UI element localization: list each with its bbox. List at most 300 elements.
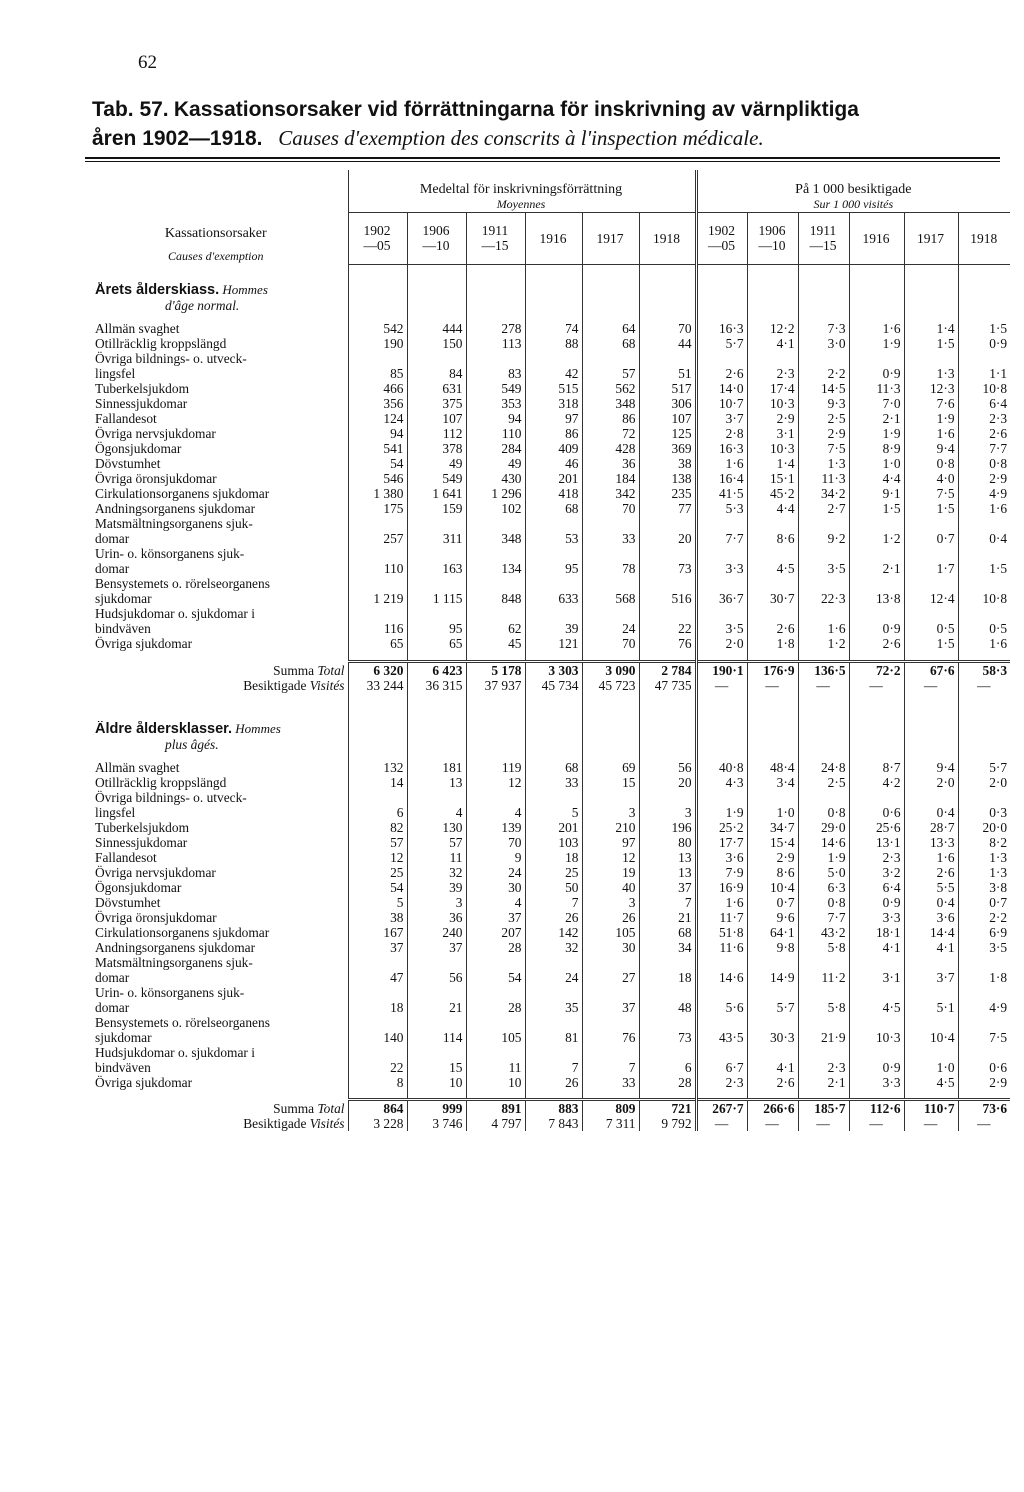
rate-value: 2·6 — [696, 351, 747, 381]
rate-value: 0·4 — [904, 790, 958, 820]
row-label — [85, 336, 348, 351]
rate-value: 1·3 — [958, 850, 1010, 865]
visited-avg-value: 47 735 — [639, 678, 696, 693]
row-label — [85, 820, 348, 835]
rate-value: 11·7 — [696, 910, 747, 925]
rate-value: 6·9 — [958, 925, 1010, 940]
section-subtitle-row — [85, 737, 1010, 752]
rate-value: 3·3 — [849, 1075, 904, 1090]
rate-value: 11·3 — [849, 381, 904, 396]
rate-value: 0·9 — [849, 1045, 904, 1075]
year-end: —05 — [708, 238, 736, 253]
rate-value: 2·0 — [696, 636, 747, 651]
rate-value: 1·4 — [904, 321, 958, 336]
year-end: —05 — [363, 238, 391, 253]
rate-value: 29·0 — [798, 820, 849, 835]
rate-value: 1·2 — [798, 636, 849, 651]
top-rule-thin — [85, 161, 1000, 162]
avg-value: 18 — [525, 850, 582, 865]
empty-cell — [904, 282, 958, 298]
rate-value: 0·9 — [849, 895, 904, 910]
rate-value: 1·6 — [958, 636, 1010, 651]
rate-value: 7·5 — [958, 1015, 1010, 1045]
empty-cell — [747, 737, 798, 752]
avg-value: 1 219 — [348, 576, 407, 606]
avg-value: 32 — [407, 865, 466, 880]
rate-value: 1·0 — [849, 456, 904, 471]
avg-value: 95 — [407, 606, 466, 636]
avg-value: 110 — [348, 546, 407, 576]
avg-value: 466 — [348, 381, 407, 396]
avg-value: 57 — [582, 351, 639, 381]
rate-value: 2·0 — [904, 775, 958, 790]
empty-cell — [639, 721, 696, 737]
spacer-cell — [696, 693, 747, 721]
row-label — [85, 321, 348, 336]
row-label-line: Andningsorganens sjukdomar — [95, 501, 256, 516]
rate-value: 2·0 — [958, 775, 1010, 790]
rate-value: 20·0 — [958, 820, 1010, 835]
rate-value: 4·5 — [747, 546, 798, 576]
section-title-row — [85, 282, 1010, 298]
visited-label-sv: Besiktigade — [243, 1116, 310, 1131]
rate-value: 12·4 — [904, 576, 958, 606]
spacer-cell — [466, 752, 525, 760]
rate-value: 1·3 — [798, 456, 849, 471]
avg-value: 159 — [407, 501, 466, 516]
rate-value: 17·4 — [747, 381, 798, 396]
avg-value: 1 641 — [407, 486, 466, 501]
empty-cell — [849, 282, 904, 298]
table-row — [85, 576, 1010, 606]
rate-value: 16·3 — [696, 441, 747, 456]
avg-value: 105 — [582, 925, 639, 940]
rate-value: 3·7 — [696, 411, 747, 426]
rate-value: 8·6 — [747, 865, 798, 880]
table-row — [85, 411, 1010, 426]
header-cause-cell — [85, 170, 348, 264]
rate-value: 1·7 — [904, 546, 958, 576]
total-label-sv: Summa — [273, 662, 318, 678]
rate-value: 51·8 — [696, 925, 747, 940]
table-row — [85, 546, 1010, 576]
avg-value: 13 — [639, 865, 696, 880]
spacer-cell — [904, 752, 958, 760]
avg-value: 36 — [407, 910, 466, 925]
spacer-cell — [348, 651, 407, 661]
avg-value: 257 — [348, 516, 407, 546]
row-label-line: Ögonsjukdomar — [95, 879, 182, 895]
spacer-cell — [696, 264, 747, 282]
row-label — [85, 456, 348, 471]
spacer-cell — [85, 651, 348, 661]
spacer-cell — [582, 313, 639, 321]
rate-value: 2·3 — [747, 351, 798, 381]
visited-label — [85, 678, 348, 693]
avg-value: 77 — [639, 501, 696, 516]
avg-value: 369 — [639, 441, 696, 456]
total-rate-value: 72·2 — [849, 661, 904, 678]
total-avg-value: 2 784 — [639, 661, 696, 678]
row-label-line: Övriga öronsjukdomar — [95, 909, 217, 925]
avg-value: 40 — [582, 880, 639, 895]
avg-value: 78 — [582, 546, 639, 576]
total-avg-value: 6 423 — [407, 661, 466, 678]
avg-value: 68 — [525, 760, 582, 775]
total-rate-value: 112·6 — [849, 1100, 904, 1117]
total-rate-value: 185·7 — [798, 1100, 849, 1117]
avg-value: 80 — [639, 835, 696, 850]
rate-value: 28·7 — [904, 820, 958, 835]
rate-value: 1·0 — [904, 1045, 958, 1075]
spacer-cell — [407, 1090, 466, 1100]
rate-value: 0·5 — [904, 606, 958, 636]
row-label-line: Cirkulationsorganens sjukdomar — [95, 924, 270, 940]
avg-value: 15 — [582, 775, 639, 790]
visited-rate-value: — — [747, 1116, 798, 1131]
avg-value: 51 — [639, 351, 696, 381]
avg-value: 418 — [525, 486, 582, 501]
avg-value: 73 — [639, 1015, 696, 1045]
avg-value: 184 — [582, 471, 639, 486]
avg-value: 631 — [407, 381, 466, 396]
avg-value: 68 — [582, 336, 639, 351]
row-label-line: Bensystemets o. rörelseorganens — [95, 576, 270, 591]
rate-value: 6·7 — [696, 1045, 747, 1075]
title-years: åren 1902—1918. — [92, 127, 263, 150]
spacer-cell — [798, 651, 849, 661]
avg-value: 70 — [639, 321, 696, 336]
avg-value: 5 — [348, 895, 407, 910]
rate-value: 45·2 — [747, 486, 798, 501]
row-label — [85, 910, 348, 925]
rate-value: 2·3 — [798, 1045, 849, 1075]
avg-value: 18 — [639, 955, 696, 985]
row-label-line: lingsfel — [95, 366, 136, 381]
total-rate-value: 176·9 — [747, 661, 798, 678]
avg-value: 74 — [525, 321, 582, 336]
avg-value: 409 — [525, 441, 582, 456]
rate-value: 1·5 — [958, 546, 1010, 576]
visited-avg-value: 45 734 — [525, 678, 582, 693]
rate-value: 5·6 — [696, 985, 747, 1015]
spacer-cell — [958, 752, 1010, 760]
table-row — [85, 1045, 1010, 1075]
table-row — [85, 516, 1010, 546]
rate-value: 6·4 — [849, 880, 904, 895]
rate-value: 4·1 — [747, 336, 798, 351]
rate-value: 8·6 — [747, 516, 798, 546]
visited-rate-value: — — [904, 678, 958, 693]
spacer-cell — [525, 752, 582, 760]
total-label-fr: Total — [317, 1101, 345, 1116]
rate-value: 4·9 — [958, 486, 1010, 501]
avg-value: 428 — [582, 441, 639, 456]
rate-value: 12·3 — [904, 381, 958, 396]
empty-cell — [639, 282, 696, 298]
rate-value: 1·6 — [904, 850, 958, 865]
year-header-avg-4: 1917 — [582, 212, 639, 264]
avg-value: 3 — [407, 895, 466, 910]
table-row — [85, 895, 1010, 910]
avg-value: 121 — [525, 636, 582, 651]
rate-value: 9·6 — [747, 910, 798, 925]
avg-value: 107 — [639, 411, 696, 426]
section-title-fr2: plus âgés. — [165, 736, 219, 752]
rate-value: 3·6 — [904, 910, 958, 925]
rate-value: 34·7 — [747, 820, 798, 835]
avg-value: 37 — [348, 940, 407, 955]
row-label-line: Tuberkelsjukdom — [95, 381, 189, 396]
empty-cell — [696, 737, 747, 752]
avg-value: 38 — [348, 910, 407, 925]
data-table — [85, 170, 1010, 1131]
avg-value: 150 — [407, 336, 466, 351]
empty-cell — [639, 737, 696, 752]
total-avg-value: 6 320 — [348, 661, 407, 678]
rate-value: 2·6 — [958, 426, 1010, 441]
empty-cell — [582, 282, 639, 298]
empty-cell — [525, 282, 582, 298]
row-label-line: domar — [95, 561, 130, 576]
rate-value: 7·0 — [849, 396, 904, 411]
rate-value: 1·8 — [747, 636, 798, 651]
spacer-cell — [904, 264, 958, 282]
rate-value: 5·7 — [747, 985, 798, 1015]
rate-value: 11·3 — [798, 471, 849, 486]
spacer-cell — [348, 1090, 407, 1100]
row-label-line: Urin- o. könsorganens sjuk- — [95, 546, 245, 561]
rate-value: 36·7 — [696, 576, 747, 606]
row-label — [85, 606, 348, 636]
avg-value: 375 — [407, 396, 466, 411]
avg-value: 1 296 — [466, 486, 525, 501]
rate-value: 3·1 — [747, 426, 798, 441]
avg-value: 12 — [348, 850, 407, 865]
empty-cell — [798, 721, 849, 737]
rate-value: 2·9 — [798, 426, 849, 441]
spacer-cell — [798, 1090, 849, 1100]
rate-value: 1·5 — [849, 501, 904, 516]
spacer-cell — [525, 693, 582, 721]
rate-value: 16·9 — [696, 880, 747, 895]
row-label-line: domar — [95, 999, 130, 1015]
empty-cell — [407, 721, 466, 737]
spacer-cell — [904, 313, 958, 321]
avg-value: 86 — [525, 426, 582, 441]
avg-value: 95 — [525, 546, 582, 576]
row-label-line: Ögonsjukdomar — [95, 441, 182, 456]
avg-value: 70 — [582, 501, 639, 516]
empty-cell — [904, 298, 958, 313]
year-header-avg-1 — [407, 212, 466, 264]
empty-cell — [849, 721, 904, 737]
spacer-cell — [958, 1090, 1010, 1100]
visited-rate-value: — — [747, 678, 798, 693]
avg-value: 114 — [407, 1015, 466, 1045]
visited-avg-value: 3 746 — [407, 1116, 466, 1131]
avg-value: 81 — [525, 1015, 582, 1045]
avg-value: 7 — [639, 895, 696, 910]
row-label-line: Dövstumhet — [95, 456, 161, 471]
table-row — [85, 940, 1010, 955]
spacer-cell — [639, 752, 696, 760]
rate-value: 11·2 — [798, 955, 849, 985]
spacer-cell — [525, 1090, 582, 1100]
row-label-line: Övriga bildnings- o. utveck- — [95, 789, 247, 805]
header-cause-label-fr: Causes d'exemption — [167, 249, 264, 263]
rate-value: 7·5 — [904, 486, 958, 501]
avg-value: 26 — [525, 910, 582, 925]
rate-value: 3·5 — [798, 546, 849, 576]
total-avg-value: 809 — [582, 1100, 639, 1117]
avg-value: 12 — [582, 850, 639, 865]
avg-value: 97 — [582, 835, 639, 850]
avg-value: 142 — [525, 925, 582, 940]
total-avg-value: 3 303 — [525, 661, 582, 678]
row-label — [85, 351, 348, 381]
empty-cell — [747, 721, 798, 737]
visited-avg-value: 3 228 — [348, 1116, 407, 1131]
rate-value: 1·4 — [747, 456, 798, 471]
table-title — [92, 95, 992, 153]
row-label-line: Urin- o. könsorganens sjuk- — [95, 984, 245, 1000]
rate-value: 5·5 — [904, 880, 958, 895]
total-avg-value: 3 090 — [582, 661, 639, 678]
rate-value: 25·6 — [849, 820, 904, 835]
avg-value: 235 — [639, 486, 696, 501]
rate-value: 4·1 — [904, 940, 958, 955]
spacer-cell — [407, 264, 466, 282]
title-french: Causes d'exemption des conscrits à l'inspection médicale. — [278, 126, 764, 150]
rate-value: 7·6 — [904, 396, 958, 411]
avg-value: 167 — [348, 925, 407, 940]
empty-cell — [958, 737, 1010, 752]
rate-value: 5·7 — [696, 336, 747, 351]
spacer-cell — [348, 752, 407, 760]
spacer-cell — [466, 651, 525, 661]
avg-value: 83 — [466, 351, 525, 381]
total-label-sv: Summa — [273, 1101, 318, 1116]
avg-value: 318 — [525, 396, 582, 411]
table-row — [85, 321, 1010, 336]
rate-value: 12·2 — [747, 321, 798, 336]
rate-value: 48·4 — [747, 760, 798, 775]
avg-value: 112 — [407, 426, 466, 441]
spacer-cell — [747, 651, 798, 661]
avg-value: 163 — [407, 546, 466, 576]
avg-value: 284 — [466, 441, 525, 456]
total-avg-value: 999 — [407, 1100, 466, 1117]
visited-label — [85, 1116, 348, 1131]
row-label — [85, 985, 348, 1015]
rate-value: 1·3 — [904, 351, 958, 381]
rate-value: 3·3 — [849, 910, 904, 925]
avg-value: 56 — [639, 760, 696, 775]
row-label — [85, 895, 348, 910]
empty-cell — [348, 298, 407, 313]
row-label-line: Allmän svaghet — [95, 759, 180, 775]
avg-value: 6 — [348, 790, 407, 820]
rate-value: 1·9 — [904, 411, 958, 426]
avg-value: 190 — [348, 336, 407, 351]
year-end: —10 — [758, 238, 786, 253]
year-header-rate-4: 1917 — [904, 212, 958, 264]
empty-cell — [798, 282, 849, 298]
visited-label-sv: Besiktigade — [243, 677, 310, 693]
avg-value: 568 — [582, 576, 639, 606]
row-label — [85, 636, 348, 651]
spacer-cell — [348, 264, 407, 282]
table-row — [85, 471, 1010, 486]
rate-value: 8·2 — [958, 835, 1010, 850]
avg-value: 37 — [639, 880, 696, 895]
rate-value: 2·1 — [849, 411, 904, 426]
table-row — [85, 835, 1010, 850]
total-row — [85, 661, 1010, 678]
spacer-cell — [696, 1090, 747, 1100]
rate-value: 3·1 — [849, 955, 904, 985]
avg-value: 24 — [525, 955, 582, 985]
row-label — [85, 835, 348, 850]
avg-value: 33 — [525, 775, 582, 790]
rate-value: 0·7 — [747, 895, 798, 910]
rate-value: 15·1 — [747, 471, 798, 486]
rate-value: 0·4 — [904, 895, 958, 910]
rate-value: 30·3 — [747, 1015, 798, 1045]
rate-value: 16·4 — [696, 471, 747, 486]
row-label-line: domar — [95, 969, 130, 985]
rate-value: 1·6 — [849, 321, 904, 336]
rate-value: 0·9 — [958, 336, 1010, 351]
rate-value: 0·8 — [798, 790, 849, 820]
rate-value: 4·4 — [747, 501, 798, 516]
avg-value: 105 — [466, 1015, 525, 1045]
avg-value: 36 — [582, 456, 639, 471]
rate-value: 0·6 — [849, 790, 904, 820]
spacer-cell — [798, 752, 849, 760]
spacer-cell — [582, 752, 639, 760]
spacer-cell — [407, 313, 466, 321]
avg-value: 39 — [407, 880, 466, 895]
rate-value: 5·8 — [798, 985, 849, 1015]
row-label — [85, 546, 348, 576]
rate-value: 14·5 — [798, 381, 849, 396]
section-title-fr: Hommes — [219, 282, 268, 297]
rate-value: 2·9 — [747, 850, 798, 865]
spacer-cell — [958, 264, 1010, 282]
section-title: Äldre åldersklasser. — [95, 720, 233, 737]
avg-value: 11 — [466, 1045, 525, 1075]
empty-cell — [747, 298, 798, 313]
year-start: 1902 — [708, 223, 736, 238]
empty-cell — [849, 737, 904, 752]
table-row — [85, 955, 1010, 985]
row-label-line: Dövstumhet — [95, 894, 161, 910]
year-header-rate-3: 1916 — [849, 212, 904, 264]
rate-value: 10·7 — [696, 396, 747, 411]
row-label-line: Tuberkelsjukdom — [95, 819, 189, 835]
section-title-fr2: d'âge normal. — [165, 298, 240, 313]
spacer-cell — [407, 693, 466, 721]
year-header-rate-0 — [696, 212, 747, 264]
avg-value: 210 — [582, 820, 639, 835]
avg-value: 348 — [466, 516, 525, 546]
spacer-cell — [85, 313, 348, 321]
table-body — [85, 264, 1010, 1131]
avg-value: 38 — [639, 456, 696, 471]
avg-value: 278 — [466, 321, 525, 336]
